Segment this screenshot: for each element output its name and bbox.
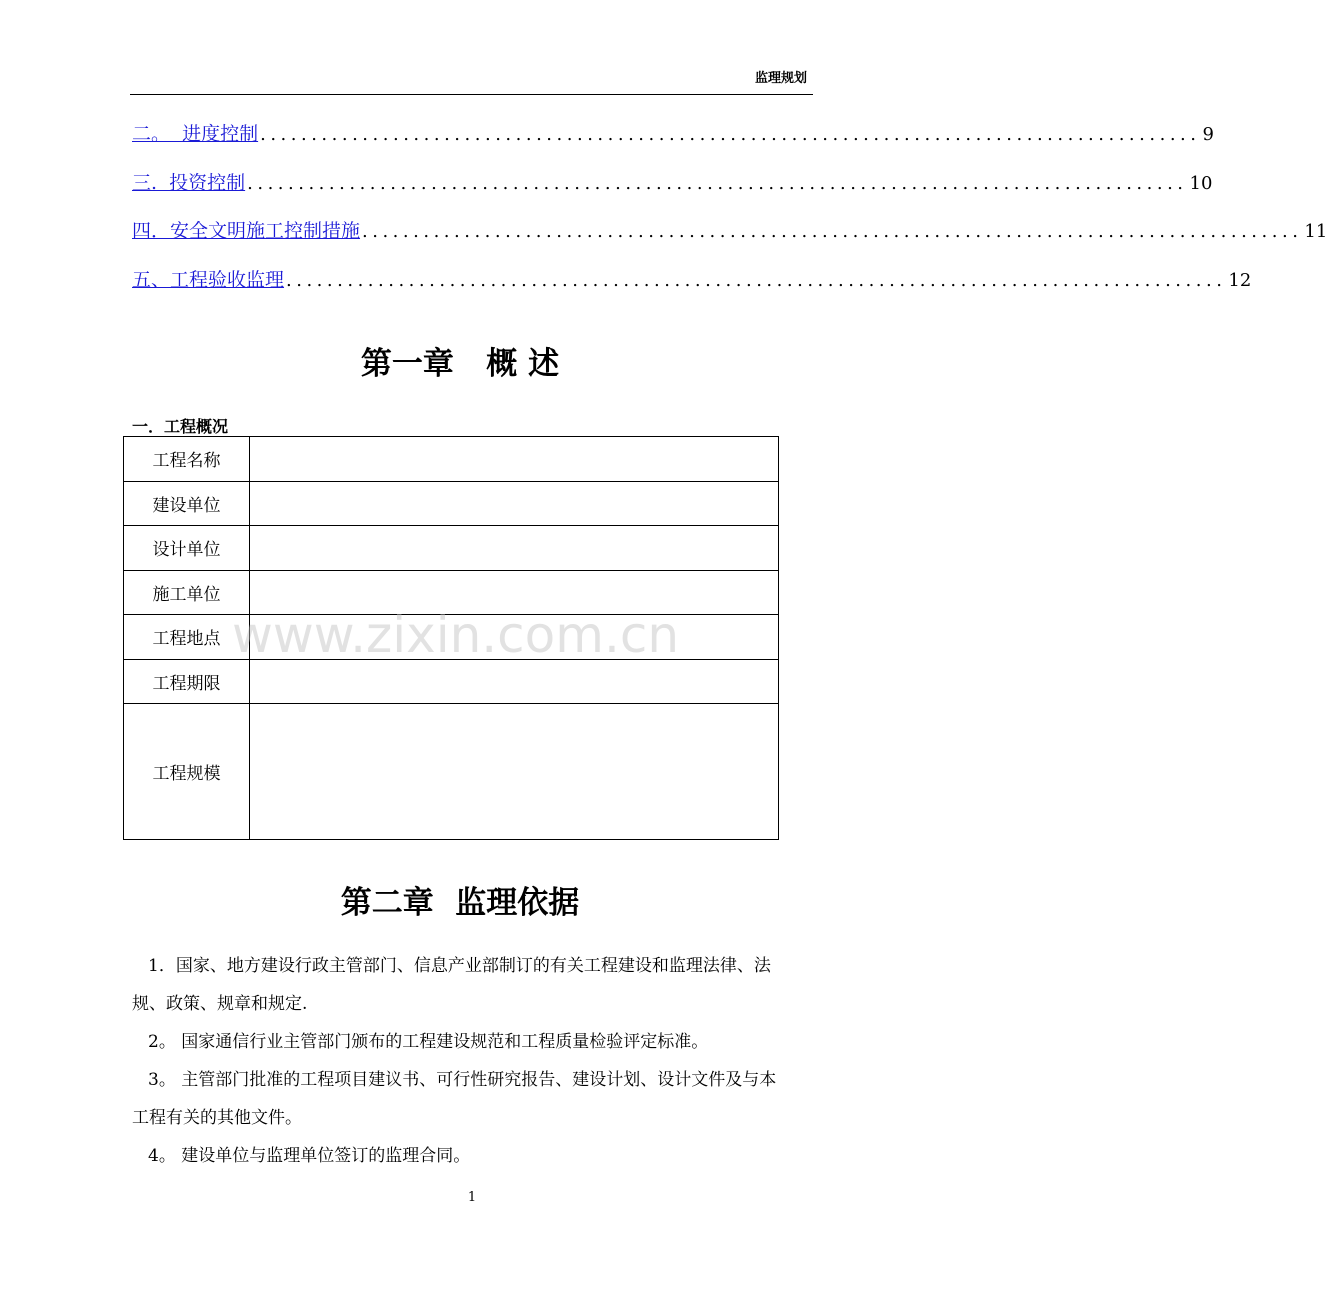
page-header — [130, 66, 813, 95]
header-title: 监理规划 — [754, 71, 807, 86]
toc-link[interactable]: 三. 投资控制 — [132, 171, 246, 194]
row-value-cell[interactable] — [250, 659, 779, 704]
row-value-cell[interactable] — [250, 526, 779, 571]
chapter-2-title: 第二章 监理依据 — [340, 885, 580, 921]
basis-paragraph: 3。 主管部门批准的工程项目建议书、可行性研究报告、建设计划、设计文件及与本工程有关的其他文件。 — [132, 1070, 777, 1128]
table-row — [124, 526, 779, 571]
toc-link[interactable]: 四．安全文明施工控制措施 — [132, 220, 361, 242]
toc-entry[interactable] — [132, 168, 1213, 217]
row-value-cell[interactable] — [250, 437, 779, 482]
row-label: 工程地点 — [124, 615, 250, 660]
chapter-1-title: 第一章 概 述 — [360, 346, 560, 382]
basis-paragraph: 1．国家、地方建设行政主管部门、信息产业部制订的有关工程建设和监理法律、法规、政策、规章和规定. — [132, 956, 771, 1014]
toc-page-number: 11 — [1304, 221, 1327, 242]
toc-leader-dots: ............................................................................................ — [247, 172, 1188, 194]
toc-entry[interactable] — [132, 265, 1252, 314]
toc-page-number: 9 — [1202, 124, 1214, 145]
table-row — [124, 659, 779, 704]
row-label: 建设单位 — [124, 481, 250, 526]
row-label: 工程期限 — [124, 659, 250, 704]
toc-page-number: 12 — [1228, 269, 1252, 291]
section-heading-project-overview: 一．工程概况 — [132, 417, 229, 436]
table-row — [124, 570, 779, 615]
row-label: 施工单位 — [124, 570, 250, 615]
row-value-cell[interactable] — [250, 481, 779, 526]
toc-entry[interactable] — [132, 216, 1327, 265]
toc-leader-dots: ............................................................................................ — [286, 269, 1227, 291]
basis-paragraph: 4。 建设单位与监理单位签订的监理合同。 — [148, 1146, 471, 1166]
basis-paragraph: 2。 国家通信行业主管部门颁布的工程建设规范和工程质量检验评定标准。 — [148, 1032, 709, 1052]
toc-link[interactable]: 五、工程验收监理 — [132, 268, 285, 291]
row-label: 设计单位 — [124, 526, 250, 571]
basis-list — [132, 947, 792, 1175]
toc-page-number: 10 — [1189, 172, 1213, 194]
row-value-cell[interactable] — [250, 570, 779, 615]
table-of-contents — [132, 119, 1327, 313]
row-label: 工程名称 — [124, 437, 250, 482]
table-row — [124, 615, 779, 660]
row-value-cell[interactable] — [250, 704, 779, 840]
row-label: 工程规模 — [124, 704, 250, 840]
toc-link[interactable]: 二。 进度控制 — [132, 123, 259, 145]
watermark: www.zixin.com.cn — [232, 606, 680, 664]
table-row — [124, 437, 779, 482]
toc-leader-dots: ............................................................................................ — [362, 221, 1303, 242]
table-row — [124, 481, 779, 526]
project-info-table — [123, 436, 779, 840]
toc-entry[interactable] — [132, 119, 1214, 168]
table-row — [124, 704, 779, 840]
toc-leader-dots: ............................................................................................ — [260, 124, 1201, 145]
page-number: 1 — [467, 1190, 477, 1205]
row-value-cell[interactable] — [250, 615, 779, 660]
